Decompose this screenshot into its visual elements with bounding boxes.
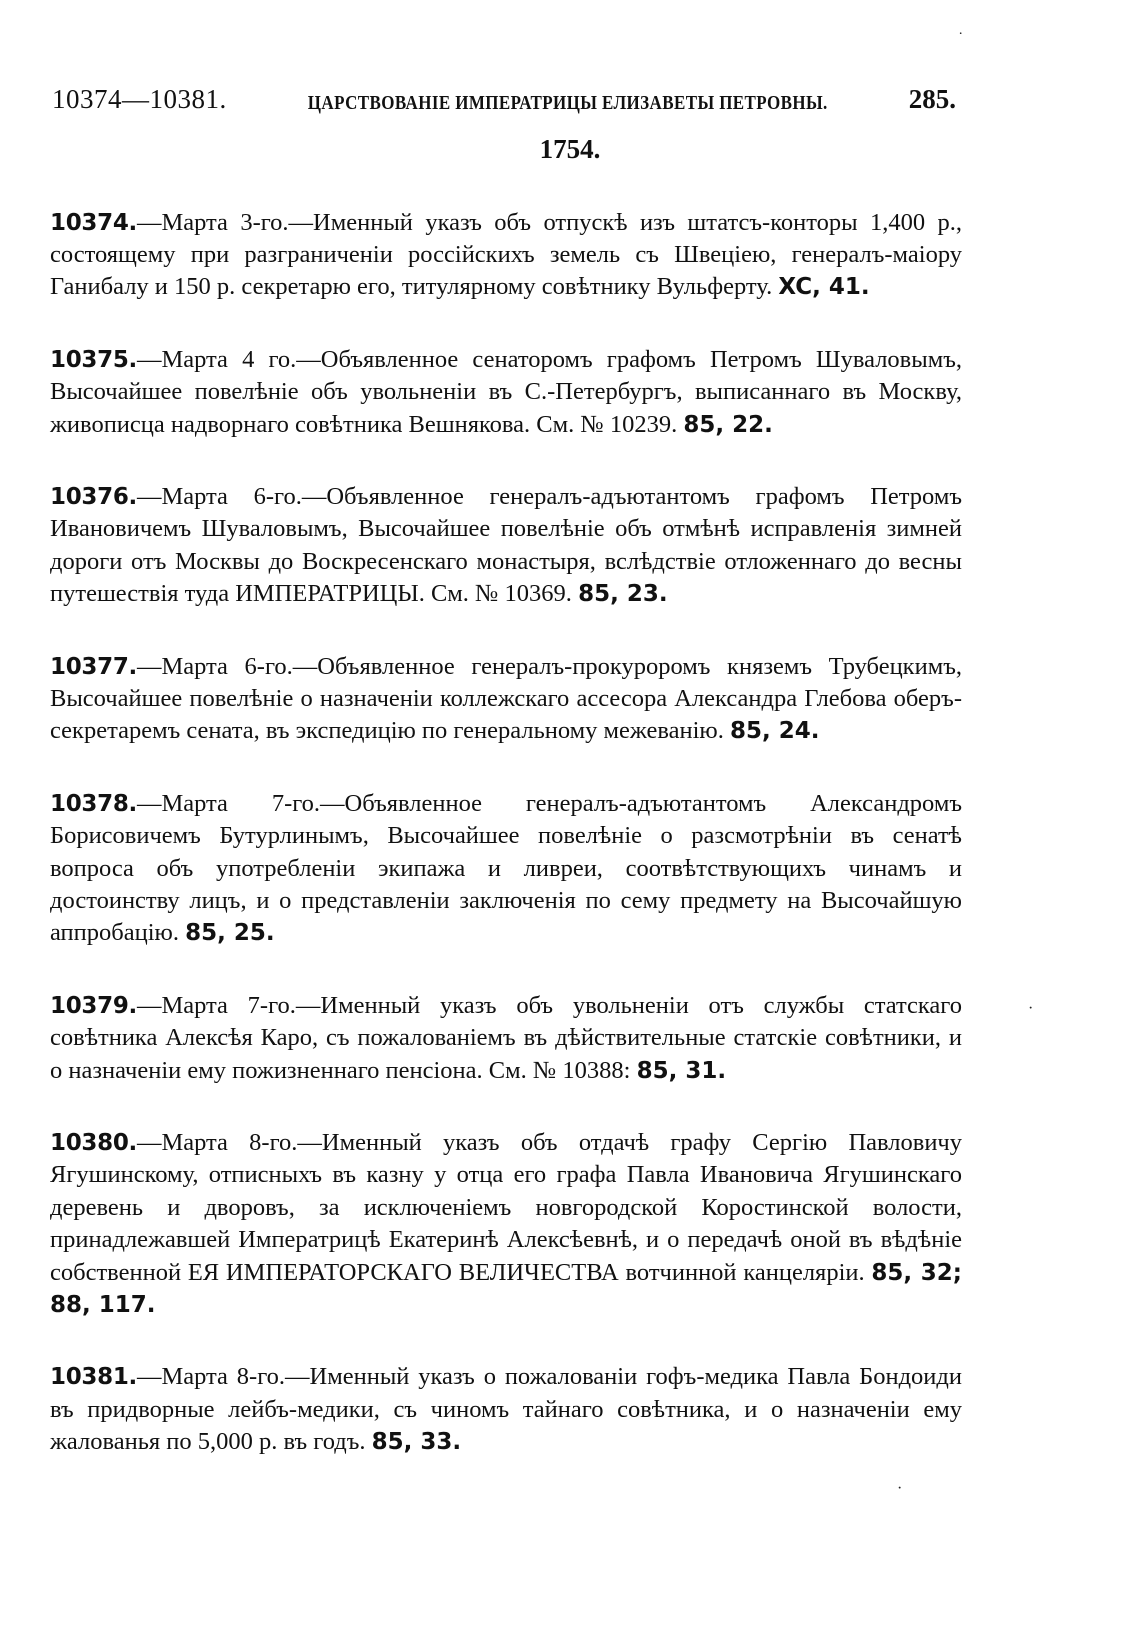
entry-reference: 85, 23. bbox=[578, 581, 668, 608]
entry-text: —Марта 8-го.—Именный указъ объ отдачѣ графу Сергію Павловичу Ягушинскому, отписныхъ въ казну у отца его графа Павла Ивановича Ягушинскаго деревень и дворовъ, за исключеніемъ новгородской Коростинской волости, принадлежавшей Императрицѣ Екатеринѣ Алексѣевнѣ, и о передачѣ оной въ вѣдѣніе собственной ЕЯ ИМПЕРАТОРСКАГО ВЕЛИЧЕСТВА вотчинной канцеляріи. bbox=[50, 1129, 962, 1286]
entry-text: —Марта 8-го.—Именный указъ о пожалованіи гофъ-медика Павла Бондоиди въ придворные лейбъ-медики, съ чиномъ тайнаго совѣтника, и о назначеніи ему жалованья по 5,000 р. въ годъ. bbox=[50, 1363, 962, 1456]
header-title: ЦАРСТВОВАНІЕ ИМПЕРАТРИЦЫ ЕЛИЗАВЕТЫ ПЕТРОВНЫ. bbox=[307, 91, 828, 114]
entry-text: —Марта 6-го.—Объявленное генералъ-адъютантомъ графомъ Петромъ Ивановичемъ Шуваловымъ, Высочайшее повелѣніе объ отмѣнѣ исправленія зимней дороги отъ Москвы до Воскресенскаго монастыря, вслѣдствіе отложеннаго до весны путешествія туда ИМПЕРАТРИЦЫ. См. № 10369. bbox=[50, 482, 962, 608]
entry-reference: 85, 31. bbox=[636, 1057, 727, 1084]
scan-speck: · bbox=[897, 1480, 903, 1497]
entry-reference: 85, 24. bbox=[729, 718, 820, 745]
running-header bbox=[52, 84, 956, 124]
entry-10381 bbox=[50, 1361, 962, 1458]
entry-text: —Марта 7-го.—Объявленное генералъ-адъютантомъ Александромъ Борисовичемъ Бутурлинымъ, Высочайшее повелѣніе о разсмотрѣніи въ сенатѣ вопроса объ употребленіи экипажа и ливреи, соотвѣтствующихъ чинамъ и достоинству лицъ, и о представленіи заключенія по сему предмету на Высочайшую аппробацію. bbox=[50, 789, 962, 947]
entry-10380 bbox=[50, 1127, 962, 1321]
entry-text: —Марта 6-го.—Объявленное генералъ-прокуроромъ княземъ Трубецкимъ, Высочайшее повелѣніе о назначеніи коллежскаго ассесора Александра Глебова оберъ-секретаремъ сената, въ экспедицію по генеральному межеванію. bbox=[50, 652, 962, 745]
entry-number: 10379. bbox=[50, 992, 137, 1019]
entry-reference: XC, 41. bbox=[778, 274, 870, 301]
entry-10378 bbox=[50, 788, 962, 950]
entry-number: 10381. bbox=[50, 1364, 137, 1391]
entry-10375 bbox=[50, 344, 962, 441]
entry-10377 bbox=[50, 651, 962, 748]
header-entry-range: 10374—10381. bbox=[52, 84, 227, 114]
scan-speck: · bbox=[1028, 1000, 1034, 1017]
scan-speck: ˙ bbox=[958, 30, 964, 47]
entry-text: —Марта 4 го.—Объявленное сенаторомъ графомъ Петромъ Шуваловымъ, Высочайшее повелѣніе объ увольненіи въ С.-Петербургъ, выписаннаго въ Москву, живописца надворнаго совѣтника Вешнякова. См. № 10239. bbox=[50, 345, 962, 438]
entries-list bbox=[50, 182, 962, 1499]
entry-text: —Марта 7-го.—Именный указъ объ увольненіи отъ службы статскаго совѣтника Алексѣя Каро, съ пожалованіемъ въ дѣйствительные статскіе совѣтники, и о назначеніи ему пожизненнаго пенсіона. См. № 10388: bbox=[50, 991, 962, 1084]
entry-10376 bbox=[50, 481, 962, 611]
entry-number: 10380. bbox=[50, 1130, 137, 1157]
entry-text: —Марта 3-го.—Именный указъ объ отпускѣ изъ штатсъ-конторы 1,400 р., состоящему при разграниченіи россійскихъ земель съ Швеціею, генералъ-маіору Ганибалу и 150 р. секретарю его, титулярному совѣтнику Вульферту. bbox=[50, 208, 962, 301]
entry-10379 bbox=[50, 990, 962, 1087]
entry-10374 bbox=[50, 207, 962, 304]
year-heading: 1754. bbox=[539, 134, 601, 164]
entry-number: 10378. bbox=[50, 790, 137, 817]
entry-number: 10375. bbox=[50, 346, 137, 373]
entry-number: 10376. bbox=[50, 483, 137, 510]
entry-reference: 85, 32; 88, 117. bbox=[50, 1259, 962, 1319]
entry-number: 10377. bbox=[50, 653, 137, 680]
entry-reference: 85, 22. bbox=[683, 411, 773, 438]
entry-reference: 85, 33. bbox=[371, 1429, 462, 1456]
entry-number: 10374. bbox=[50, 209, 137, 236]
entry-reference: 85, 25. bbox=[185, 920, 275, 947]
page-number: 285. bbox=[908, 84, 956, 114]
